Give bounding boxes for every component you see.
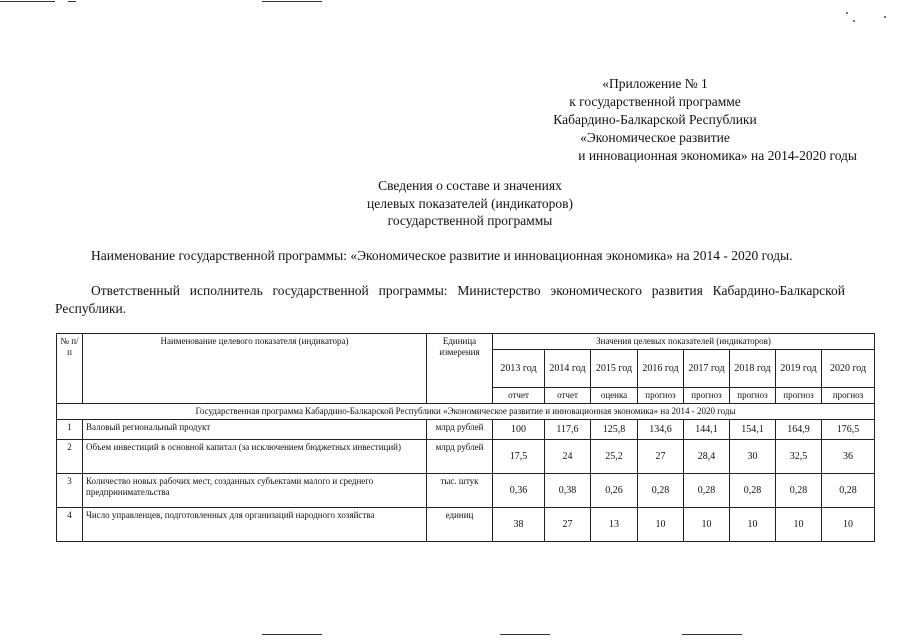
year-header: 2020 год [822, 350, 875, 388]
value-cell: 25,2 [591, 440, 638, 474]
value-cell: 32,5 [776, 440, 822, 474]
indicator-name: Количество новых рабочих мест, созданных субъектами малого и среднего предпринимательства [83, 474, 427, 508]
value-cell: 13 [591, 508, 638, 542]
year-header: 2015 год [591, 350, 638, 388]
value-cell: 24 [545, 440, 591, 474]
executor-text: Ответственный исполнитель государственной программы: Министерство экономического развития Кабардино-Балкарской Республики. [55, 283, 845, 316]
value-cell: 176,5 [822, 420, 875, 440]
indicator-name: Объем инвестиций в основной капитал (за исключением бюджетных инвестиций) [83, 440, 427, 474]
heading-line: Сведения о составе и значениях [378, 178, 562, 193]
year-header: 2016 год [638, 350, 684, 388]
unit-cell: млрд рублей [427, 420, 493, 440]
header-values: Значения целевых показателей (индикаторов) [493, 334, 875, 350]
year-header: 2019 год [776, 350, 822, 388]
indicator-name: Валовый региональный продукт [83, 420, 427, 440]
value-cell: 0,28 [776, 474, 822, 508]
indicator-name: Число управленцев, подготовленных для организаций народного хозяйства [83, 508, 427, 542]
value-cell: 0,28 [684, 474, 730, 508]
value-cell: 36 [822, 440, 875, 474]
table-row [57, 440, 875, 474]
program-row: Государственная программа Кабардино-Балкарской Республики «Экономическое развитие и инновационная экономика» на 2014 - 2020 годы [57, 404, 875, 420]
program-name-text: Наименование государственной программы: «Экономическое развитие и инновационная экономика» на 2014 - 2020 годы. [91, 248, 793, 263]
appendix-line: Кабардино-Балкарской Республики [553, 112, 757, 127]
scan-speck [846, 12, 848, 14]
value-cell: 164,9 [776, 420, 822, 440]
status-header: отчет [493, 388, 545, 404]
program-name-paragraph [55, 247, 845, 265]
value-cell: 27 [638, 440, 684, 474]
year-header: 2013 год [493, 350, 545, 388]
row-number: 4 [57, 508, 83, 542]
unit-cell: тыс. штук [427, 474, 493, 508]
header-unit: Единица измерения [427, 334, 493, 404]
year-header: 2017 год [684, 350, 730, 388]
row-number: 1 [57, 420, 83, 440]
value-cell: 38 [493, 508, 545, 542]
status-header: отчет [545, 388, 591, 404]
scan-speck [884, 16, 886, 18]
value-cell: 10 [776, 508, 822, 542]
value-cell: 17,5 [493, 440, 545, 474]
appendix-line: и инновационная экономика» на 2014-2020 годы [578, 148, 857, 163]
value-cell: 10 [638, 508, 684, 542]
appendix-line: «Приложение № 1 [602, 76, 708, 91]
status-header: прогноз [776, 388, 822, 404]
value-cell: 10 [684, 508, 730, 542]
value-cell: 117,6 [545, 420, 591, 440]
scan-line [68, 1, 76, 2]
status-header: прогноз [638, 388, 684, 404]
appendix-line: к государственной программе [569, 94, 741, 109]
value-cell: 0,36 [493, 474, 545, 508]
row-number: 3 [57, 474, 83, 508]
scan-line [0, 1, 55, 2]
scan-line [262, 634, 322, 635]
scan-line [500, 634, 550, 635]
value-cell: 28,4 [684, 440, 730, 474]
document-heading [300, 177, 640, 230]
appendix-note [465, 75, 857, 165]
year-header: 2014 год [545, 350, 591, 388]
header-name: Наименование целевого показателя (индикатора) [83, 334, 427, 404]
value-cell: 10 [730, 508, 776, 542]
value-cell: 10 [822, 508, 875, 542]
header-num: № п/п [57, 334, 83, 404]
status-header: прогноз [684, 388, 730, 404]
executor-paragraph [55, 282, 845, 317]
value-cell: 0,28 [822, 474, 875, 508]
table-row [57, 474, 875, 508]
year-header: 2018 год [730, 350, 776, 388]
value-cell: 30 [730, 440, 776, 474]
scan-line [262, 1, 322, 2]
unit-cell: единиц [427, 508, 493, 542]
unit-cell: млрд рублей [427, 440, 493, 474]
status-header: прогноз [822, 388, 875, 404]
heading-line: целевых показателей (индикаторов) [367, 195, 573, 211]
value-cell: 0,26 [591, 474, 638, 508]
value-cell: 27 [545, 508, 591, 542]
value-cell: 144,1 [684, 420, 730, 440]
heading-line: государственной программы [387, 213, 553, 228]
value-cell: 100 [493, 420, 545, 440]
indicators-table [56, 333, 875, 542]
status-header: оценка [591, 388, 638, 404]
value-cell: 154,1 [730, 420, 776, 440]
value-cell: 0,28 [730, 474, 776, 508]
appendix-line: «Экономическое развитие [580, 130, 730, 145]
table-row [57, 508, 875, 542]
scan-speck [853, 20, 855, 22]
value-cell: 134,6 [638, 420, 684, 440]
status-header: прогноз [730, 388, 776, 404]
scan-line [682, 634, 742, 635]
value-cell: 0,28 [638, 474, 684, 508]
value-cell: 125,8 [591, 420, 638, 440]
value-cell: 0,38 [545, 474, 591, 508]
table-row [57, 420, 875, 440]
row-number: 2 [57, 440, 83, 474]
